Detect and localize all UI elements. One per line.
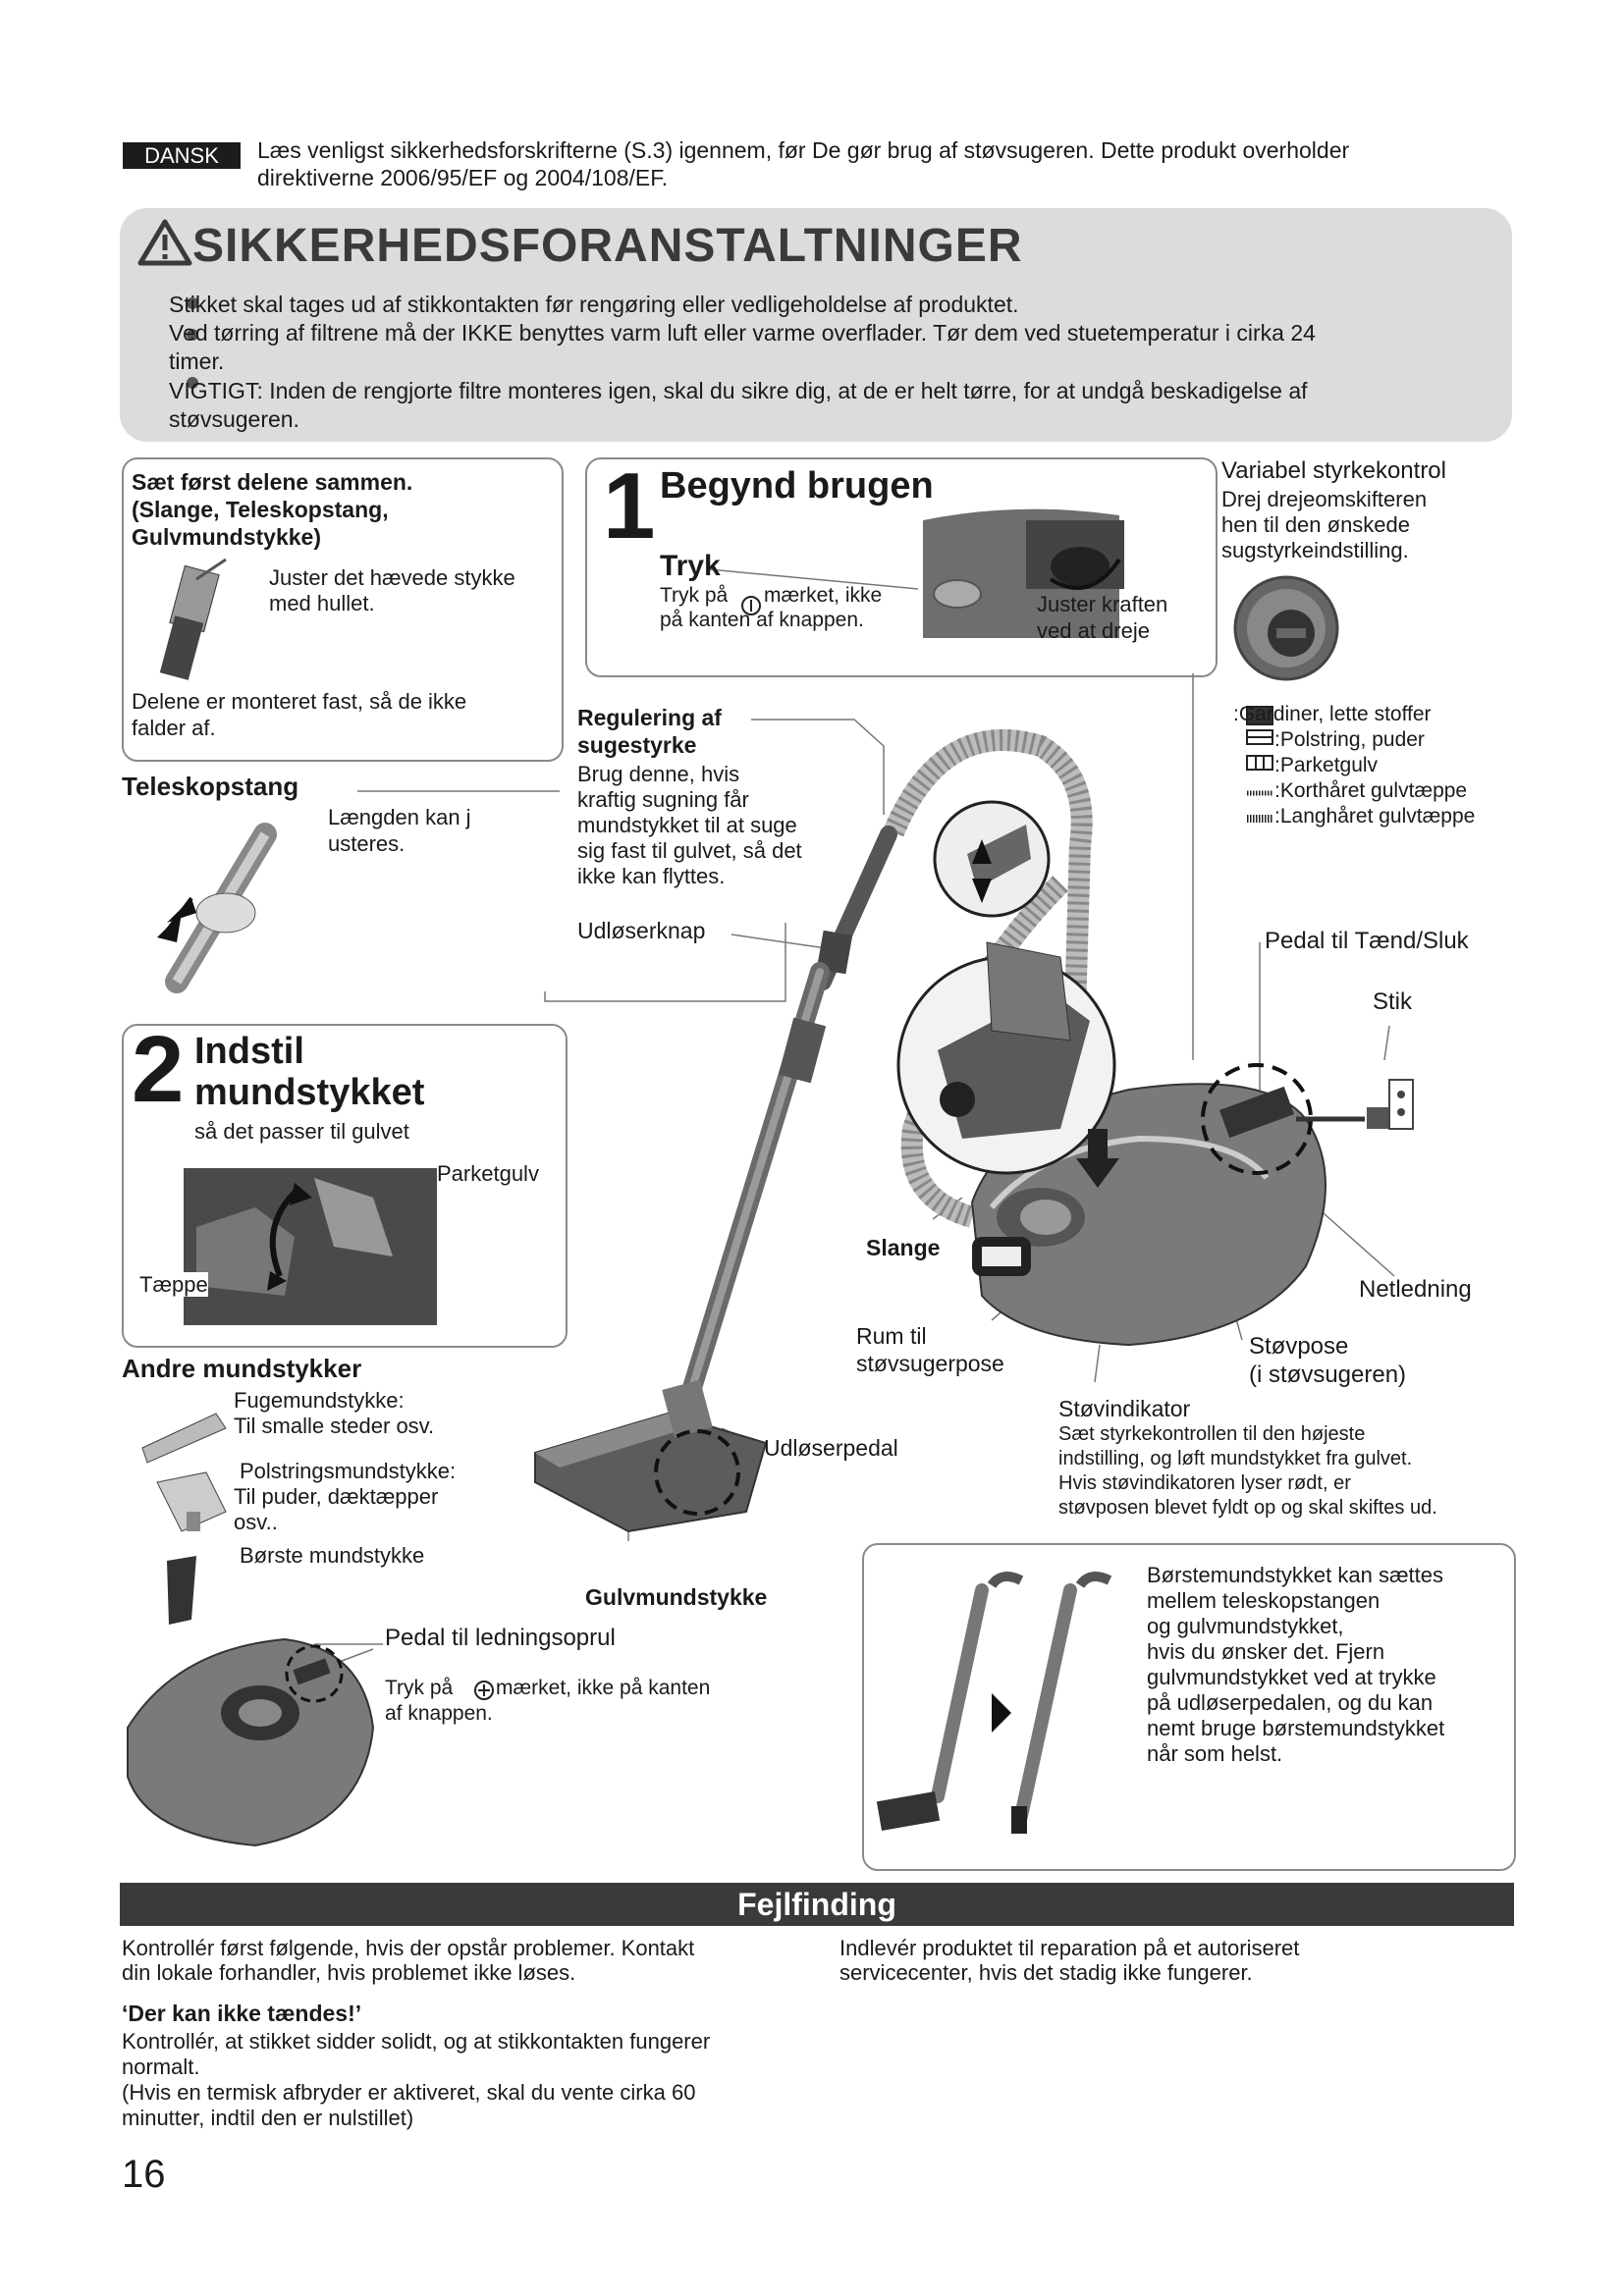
safety-item-3b: støvsugeren.: [169, 406, 299, 432]
setting-long-carpet: :Langhåret gulvtæppe: [1274, 805, 1476, 828]
regulation-line-3: mundstykket til at suge: [577, 813, 797, 837]
setting-short-carpet: :Korthåret gulvtæppe: [1274, 779, 1468, 802]
brush-nozzle: Børste mundstykke: [240, 1543, 425, 1568]
rewind-press-1b: mærket, ikke på kanten: [496, 1677, 711, 1699]
safety-item-1: Stikket skal tages ud af stikkontakten før rengøring eller vedligeholdelse af produktet.: [169, 292, 1019, 317]
variable-line-3: sugstyrkeindstilling.: [1221, 538, 1409, 562]
variable-title: Variabel styrkekontrol: [1221, 457, 1446, 484]
telescope-illustration: [157, 834, 265, 982]
troubleshooting-right-2: servicecenter, hvis det stadig ikke fungerer.: [839, 1960, 1253, 1985]
safety-item-3a: VIGTIGT: Inden de rengjorte filtre monteres igen, skal du sikre dig, at de er helt tørre, for at undgå beskadigelse af: [169, 378, 1308, 403]
brush-box-line-1: Børstemundstykket kan sættes: [1147, 1563, 1443, 1587]
cord-rewind-illustration: [128, 1639, 373, 1845]
regulation-title-1: Regulering af: [577, 705, 722, 730]
language-badge: DANSK: [123, 142, 241, 169]
release-button-magnifier: [935, 802, 1049, 916]
press-text-1b: mærket, ikke: [764, 584, 883, 607]
label-cord: Netledning: [1359, 1276, 1472, 1303]
intro-line-2: direktiverne 2006/95/EF og 2004/108/EF.: [257, 165, 669, 190]
step2-title-1: Indstil: [194, 1031, 304, 1072]
regulation-line-4: sig fast til gulvet, så det: [577, 838, 802, 863]
brush-box-line-3: og gulvmundstykket,: [1147, 1614, 1344, 1638]
dust-indicator-line-2: indstilling, og løft mundstykket fra gulvet.: [1058, 1448, 1413, 1469]
step1-title: Begynd brugen: [660, 465, 934, 507]
label-bag-room-2: støvsugerpose: [856, 1351, 1004, 1376]
telescope-title: Teleskopstang: [122, 772, 299, 801]
brush-box-line-5: gulvmundstykket ved at trykke: [1147, 1665, 1436, 1689]
label-pedal-onoff: Pedal til Tænd/Sluk: [1265, 928, 1469, 954]
assembly-title-3: Gulvmundstykke): [132, 524, 321, 550]
assembly-note-1: Delene er monteret fast, så de ikke: [132, 689, 467, 714]
troubleshooting-right-1: Indlevér produktet til reparation på et autoriseret: [839, 1936, 1300, 1960]
question-title: ‘Der kan ikke tændes!’: [122, 2001, 362, 2026]
rewind-press-2: af knappen.: [385, 1702, 493, 1725]
crevice-nozzle-2: Til smalle steder osv.: [234, 1414, 435, 1438]
upholstery-nozzle-1: Polstringsmundstykke:: [240, 1459, 457, 1483]
label-carpet: Tæppe: [139, 1272, 208, 1297]
regulation-line-1: Brug denne, hvis: [577, 762, 740, 786]
regulation-line-2: kraftig sugning får: [577, 787, 749, 812]
variable-line-2: hen til den ønskede: [1221, 512, 1411, 537]
label-bag-2: (i støvsugeren): [1249, 1362, 1407, 1388]
brush-nozzle-illustration: [877, 1576, 1110, 1834]
intro-line-1: Læs venligst sikkerhedsforskrifterne (S.3) igennem, før De gør brug af støvsugeren. Dette produkt overholder: [257, 137, 1350, 163]
question-line-3: (Hvis en termisk afbryder er aktiveret, skal du vente cirka 60: [122, 2080, 696, 2105]
label-release-button: Udløserknap: [577, 918, 706, 943]
label-bag-1: Støvpose: [1249, 1333, 1349, 1360]
telescope-text-2: usteres.: [328, 831, 406, 856]
safety-item-2b: timer.: [169, 348, 225, 374]
label-hose: Slange: [866, 1235, 941, 1260]
label-parquet: Parketgulv: [437, 1161, 539, 1186]
setting-upholstery: :Polstring, puder: [1274, 728, 1425, 751]
telescope-text-1: Længden kan j: [328, 805, 471, 829]
assembly-note-2: falder af.: [132, 716, 216, 740]
assembly-illustration: [160, 560, 226, 680]
step2-title-2: mundstykket: [194, 1072, 425, 1113]
safety-title-text: SIKKERHEDSFORANSTALTNINGER: [192, 219, 1023, 272]
press-title: Tryk: [660, 550, 721, 582]
assembly-title-2: (Slange, Teleskopstang,: [132, 497, 389, 522]
upholstery-nozzle-3: osv..: [234, 1510, 278, 1534]
rewind-press-1a: Tryk på: [385, 1677, 454, 1699]
brush-box-line-2: mellem teleskopstangen: [1147, 1588, 1380, 1613]
troubleshooting-title: Fejlfinding: [120, 1883, 1514, 1926]
safety-item-2a: Ved tørring af filtrene må der IKKE benyttes varm luft eller varme overflader. Tør dem ved stuetemperatur i cirka 24: [169, 320, 1316, 346]
dust-indicator-line-1: Sæt styrkekontrollen til den højeste: [1058, 1423, 1366, 1445]
nozzle-setting-illustration: [167, 1168, 437, 1325]
regulation-line-5: ikke kan flyttes.: [577, 864, 726, 888]
press-text-2: på kanten af knappen.: [660, 609, 864, 631]
variable-line-1: Drej drejeomskifteren: [1221, 487, 1428, 511]
dust-indicator-title: Støvindikator: [1058, 1396, 1191, 1421]
step1-number: 1: [603, 454, 656, 559]
adjust-text-1: Juster kraften: [1037, 592, 1168, 616]
troubleshooting-left-1: Kontrollér først følgende, hvis der opstår problemer. Kontakt: [122, 1936, 695, 1960]
brush-box-line-8: når som helst.: [1147, 1741, 1283, 1766]
dial-illustration: [1235, 577, 1337, 679]
brush-box-line-4: hvis du ønsker det. Fjern: [1147, 1639, 1385, 1664]
step2-subtitle: så det passer til gulvet: [194, 1119, 409, 1144]
label-plug: Stik: [1373, 988, 1413, 1015]
step2-number: 2: [132, 1017, 185, 1122]
press-text-1a: Tryk på: [660, 584, 729, 607]
assembly-hint-2: med hullet.: [269, 591, 375, 615]
upholstery-nozzle-2: Til puder, dæktæpper: [234, 1484, 439, 1509]
other-nozzles-illustration: [142, 1414, 226, 1625]
troubleshooting-left-2: din lokale forhandler, hvis problemet ikke løses.: [122, 1960, 576, 1985]
brush-box-line-7: nemt bruge børstemundstykket: [1147, 1716, 1445, 1740]
assembly-title-1: Sæt først delene sammen.: [132, 469, 413, 495]
crevice-nozzle-1: Fugemundstykke:: [234, 1388, 405, 1413]
adjust-text-2: ved at dreje: [1037, 618, 1150, 643]
page-number: 16: [122, 2153, 166, 2196]
question-line-1: Kontrollér, at stikket sidder solidt, og at stikkontakten fungerer: [122, 2029, 711, 2054]
label-cord-rewind: Pedal til ledningsoprul: [385, 1625, 616, 1651]
label-release-pedal: Udløserpedal: [764, 1435, 898, 1461]
question-line-2: normalt.: [122, 2055, 200, 2079]
regulation-title-2: sugestyrke: [577, 732, 697, 758]
dust-indicator-line-4: støvposen blevet fyldt op og skal skiftes ud.: [1058, 1497, 1437, 1519]
floor-nozzle: [535, 1380, 766, 1531]
setting-curtains: :Gardiner, lette stoffer: [1233, 703, 1432, 725]
assembly-hint-1: Juster det hævede stykke: [269, 565, 515, 590]
dust-indicator-line-3: Hvis støvindikatoren lyser rødt, er: [1058, 1472, 1351, 1494]
other-nozzles-title: Andre mundstykker: [122, 1354, 362, 1383]
setting-parquet: :Parketgulv: [1274, 754, 1379, 776]
label-bag-room-1: Rum til: [856, 1323, 927, 1349]
brush-box-line-6: på udløserpedalen, og du kan: [1147, 1690, 1434, 1715]
label-floor-nozzle: Gulvmundstykke: [585, 1584, 768, 1610]
question-line-4: minutter, indtil den er nulstillet): [122, 2106, 414, 2130]
